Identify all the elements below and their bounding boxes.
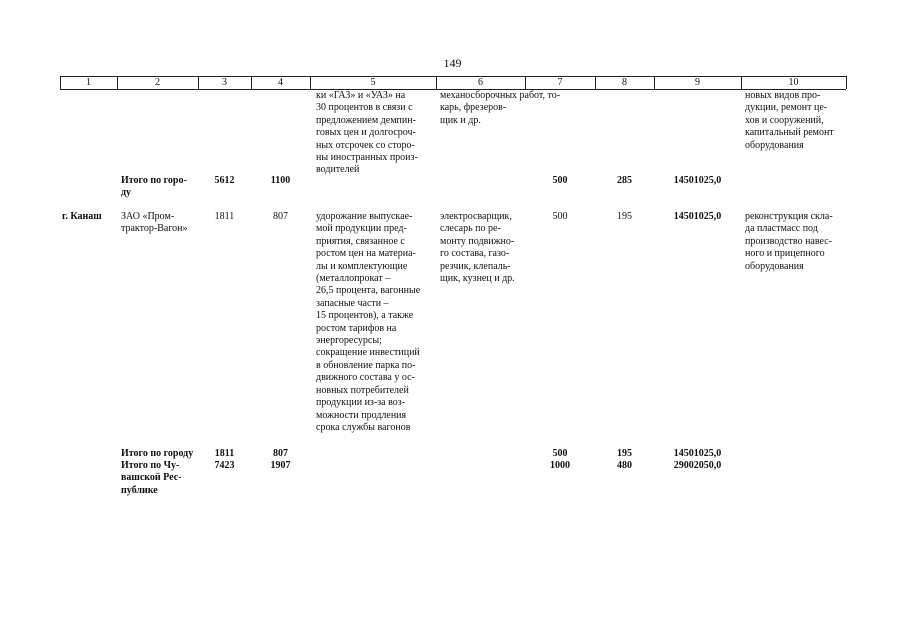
text-line: Итого по горо- [121,175,187,186]
text-line: реконструкция скла- [745,211,833,222]
total-city2-col9: 14501025,0 [673,448,722,459]
column-header-5: 5 [370,77,376,88]
total-city2-col3: 1811 [214,448,235,459]
text-line: капитальный ремонт [745,127,834,139]
kanash-col7: 500 [552,211,568,222]
text-line: можности продления [316,409,407,421]
text-line: да пластмасс под [745,223,818,235]
text-line: резчик, клепаль- [440,260,511,272]
text-line: щик, кузнец и др. [440,273,515,285]
total-city-col7: 500 [552,175,568,186]
text-line: оборудования [745,139,804,151]
text-line: щик и др. [440,114,481,126]
text-line: продукции из-за воз- [316,397,406,409]
text-line: энергоресурсы; [316,335,382,347]
text-line: карь, фрезеров- [440,102,507,114]
kanash-col9: 14501025,0 [673,211,722,222]
text-line: трактор-Вагон» [121,223,188,235]
text-line: в обновление парка по- [316,359,416,371]
text-line: механосборочных работ, то- [440,90,561,101]
total-city2-col7: 500 [552,448,568,459]
text-line: запасные части – [316,297,389,309]
total-city2-col8: 195 [617,448,632,459]
text-line: водителей [316,164,360,176]
column-header-9: 9 [695,77,700,88]
text-line: сокращение инвестиций [316,347,420,359]
total-republic-col3: 7423 [214,460,235,471]
company-name [121,211,197,236]
city-name: г. Канаш [62,211,102,222]
total-city-col4: 1100 [270,175,291,186]
text-line: (металлопрокат – [316,273,391,285]
text-line: ду [121,187,132,199]
text-line: новых видов про- [745,90,821,101]
text-line: говых цен и долгосроч- [316,127,416,139]
text-line: вашской Рес- [121,472,182,484]
text-line: дукции, ремонт це- [745,102,828,114]
total-city2-col4: 807 [273,448,288,459]
text-line: мой продукции пред- [316,223,407,235]
text-line: слесарь по ре- [440,223,501,235]
total-city-label [121,175,197,200]
page-number: 149 [443,56,462,70]
column-divider [846,76,847,89]
kanash-col8: 195 [617,211,632,222]
text-line: го состава, газо- [440,248,510,260]
continuation-professions [440,90,561,127]
column-header-8: 8 [622,77,627,88]
column-header-2: 2 [155,77,160,88]
text-line: ки «ГАЗ» и «УАЗ» на [316,90,406,101]
text-line: срока службы вагонов [316,421,411,433]
text-line: удорожание выпускае- [316,211,413,222]
text-line: ростом тарифов на [316,322,397,334]
text-line: 15 процентов), а также [316,310,414,322]
text-line: лы и комплектующие [316,260,408,272]
text-line: ных отсрочек со сторо- [316,139,415,151]
column-header-6: 6 [478,77,483,88]
continuation-measures [745,90,843,152]
text-line: ростом цен на материа- [316,248,416,260]
text-line: 26,5 процента, вагонные [316,285,421,297]
text-line: производство навес- [745,235,832,247]
total-city-col9: 14501025,0 [673,175,722,186]
text-line: хов и сооружений, [745,114,824,126]
text-line: предложением демпин- [316,114,416,126]
total-republic-col4: 1907 [270,460,291,471]
column-header-4: 4 [278,77,283,88]
total-republic-col9: 29002050,0 [673,460,722,471]
total-republic-label [121,460,197,497]
text-line: монту подвижно- [440,235,515,247]
text-line: 30 процентов в связи с [316,102,413,114]
text-line: приятия, связанное с [316,235,405,247]
total-republic-col7: 1000 [550,460,570,471]
text-line: электросварщик, [440,211,512,222]
total-city-col8: 285 [617,175,632,186]
column-header-3: 3 [222,77,227,88]
text-line: ного и прицепного [745,248,825,260]
text-line: движного состава у ос- [316,372,415,384]
text-line: ны иностранных произ- [316,152,418,164]
total-city-label: Итого по городу [121,448,194,459]
text-line: новных потребителей [316,384,409,396]
kanash-professions [440,211,524,285]
column-header-7: 7 [557,77,563,88]
text-line: Итого по Чу- [121,460,180,471]
text-line: публике [121,484,158,496]
kanash-reason [316,211,430,434]
total-republic-col8: 480 [617,460,632,471]
kanash-col3: 1811 [214,211,235,222]
kanash-col4: 807 [273,211,288,222]
column-header-10: 10 [788,77,799,88]
continuation-reason [316,90,430,177]
total-city-col3: 5612 [214,175,235,186]
column-header-1: 1 [86,77,91,88]
text-line: оборудования [745,260,804,272]
kanash-measures [745,211,843,273]
text-line: ЗАО «Пром- [121,211,175,222]
